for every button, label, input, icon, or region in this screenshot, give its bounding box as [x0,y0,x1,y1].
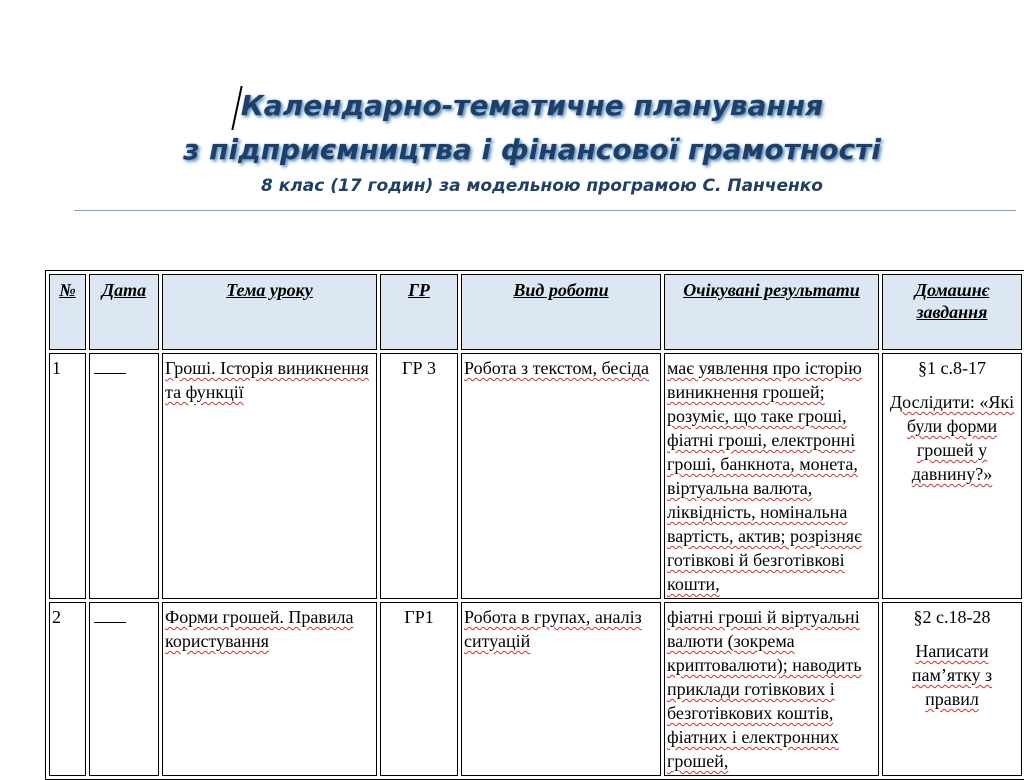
cell-expected-results [664,353,879,599]
cell-topic [162,602,377,776]
document-title-line-2: з підприємництва і фінансової грамотності [183,133,881,166]
homework-task: Написати пам’ятку з правил [911,641,993,709]
cell-homework [882,353,1022,599]
cell-date[interactable] [89,353,159,599]
header-number: № [49,274,86,350]
results-text: фіатні гроші й віртуальні валюти (зокрема криптовалюти); наводить приклади готівкових і безготівкових коштів, фіатних і електронних грошей, [667,607,862,771]
work-type-text: Робота з текстом, бесіда [464,358,649,378]
header-expected-results: Очікувані результати [664,274,879,350]
date-blank [94,359,126,374]
homework-reference: §2 с.18-28 [913,607,991,627]
cell-homework [882,602,1022,776]
document-header [0,84,1024,196]
date-blank [94,608,126,623]
header-date: Дата [89,274,159,350]
header-gr: ГР [380,274,458,350]
cell-work-type [461,602,661,776]
header-divider [74,210,1016,211]
topic-text: Гроші. Історія виникнення та функції [165,358,369,402]
homework-reference: §1 с.8-17 [918,358,986,378]
cell-number: 2 [49,602,86,776]
table-header-row [49,274,1022,350]
document-title-line-1: Календарно-тематичне планування [240,89,824,122]
table-row [49,602,1022,776]
cell-number: 1 [49,353,86,599]
header-topic: Тема уроку [162,274,377,350]
cell-expected-results [664,602,879,776]
cell-date[interactable] [89,602,159,776]
work-type-text: Робота в групах, аналіз ситуацій [464,607,642,651]
table-row [49,353,1022,599]
cell-gr: ГР1 [380,602,458,776]
topic-text: Форми грошей. Правила користування [165,607,354,651]
header-homework: Домашнє завдання [882,274,1022,350]
document-subtitle: 8 клас (17 годин) за модельною програмою С. Панченко [261,176,823,196]
cell-gr: ГР 3 [380,353,458,599]
cell-topic [162,353,377,599]
homework-task: Дослідити: «Які були форми грошей у давнину?» [889,392,1015,484]
header-work-type: Вид роботи [461,274,661,350]
results-text: має уявлення про історію виникнення грошей; розуміє, що таке гроші, фіатні гроші, електронні гроші, банкнота, монета, віртуальна валюта, ліквідність, номінальна вартість, актив; розрізняє готівкові й безготівкові кошти, [667,358,862,594]
lesson-plan-table [45,270,1024,780]
cell-work-type [461,353,661,599]
